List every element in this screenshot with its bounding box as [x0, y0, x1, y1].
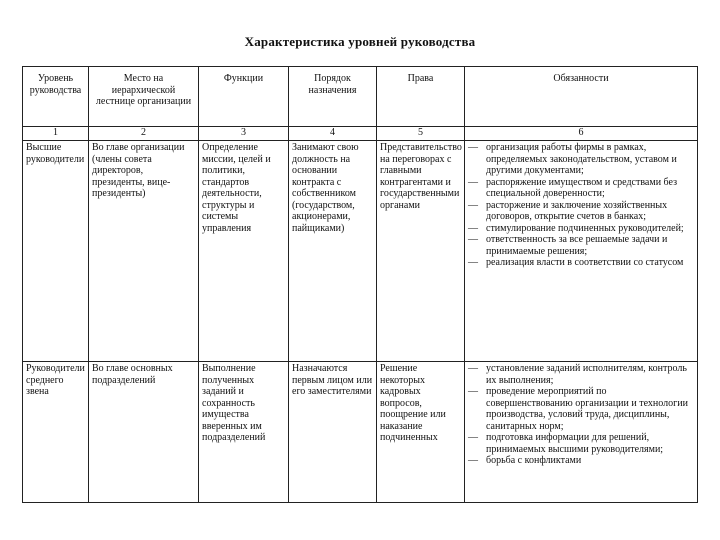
cell-appointment: Занимают свою должность на основании контракта с собственником (государством, акционерами, пайщиками)	[289, 141, 377, 362]
cell-functions: Определение миссии, целей и политики, стандартов деятельности, структуры и системы управления	[199, 141, 289, 362]
column-number: 1	[23, 127, 89, 141]
column-number: 5	[377, 127, 465, 141]
cell-level: Высшие руководители	[23, 141, 89, 362]
cell-rights: Решение некоторых кадровых вопросов, поощрение или наказание подчиненных	[377, 362, 465, 503]
cell-place: Во главе основных подразделений	[89, 362, 199, 503]
document-title: Характеристика уровней руководства	[244, 34, 476, 49]
header-level: Уровень руководства	[23, 67, 89, 127]
duties-list	[468, 142, 694, 269]
table-row-top-managers	[23, 141, 698, 362]
duty-item: — подготовка информации для решений, принимаемых высшими руководителями;	[468, 432, 694, 455]
column-number: 2	[89, 127, 199, 141]
header-place: Место на иерархической лестнице организации	[89, 67, 199, 127]
duties-list	[468, 363, 694, 467]
header-duties: Обязанности	[465, 67, 698, 127]
column-number-row	[23, 127, 698, 141]
table-row-middle-managers	[23, 362, 698, 503]
header-appointment: Порядок назначения	[289, 67, 377, 127]
column-number: 4	[289, 127, 377, 141]
cell-functions: Выполнение полученных заданий и сохранность имущества вверенных им подразделений	[199, 362, 289, 503]
duty-item: — установление заданий исполнителям, контроль их выполнения;	[468, 363, 694, 386]
duty-item: — проведение мероприятий по совершенствованию организации и технологии производства, условий труда, дисциплины, санитарных норм;	[468, 386, 694, 432]
header-rights: Права	[377, 67, 465, 127]
cell-duties	[465, 141, 698, 362]
cell-place: Во главе организации (члены совета директоров, президенты, вице-президенты)	[89, 141, 199, 362]
duty-item: — стимулирование подчиненных руководителей;	[468, 223, 694, 235]
cell-appointment: Назначаются первым лицом или его заместителями	[289, 362, 377, 503]
column-number: 6	[465, 127, 698, 141]
cell-rights: Представительство на переговорах с главными контрагентами и государственными органами	[377, 141, 465, 362]
duty-item: — борьба с конфликтами	[468, 455, 694, 467]
levels-table	[22, 66, 698, 503]
column-number: 3	[199, 127, 289, 141]
header-functions: Функции	[199, 67, 289, 127]
duty-item: — организация работы фирмы в рамках, определяемых законодательством, уставом и другими документами;	[468, 142, 694, 177]
duty-item: — распоряжение имуществом и средствами без специальной доверенности;	[468, 177, 694, 200]
duty-item: — реализация власти в соответствии со статусом	[468, 257, 694, 269]
duty-item: — ответственность за все решаемые задачи и принимаемые решения;	[468, 234, 694, 257]
cell-duties	[465, 362, 698, 503]
header-row	[23, 67, 698, 127]
cell-level: Руководители среднего звена	[23, 362, 89, 503]
duty-item: — расторжение и заключение хозяйственных договоров, открытие счетов в банках;	[468, 200, 694, 223]
